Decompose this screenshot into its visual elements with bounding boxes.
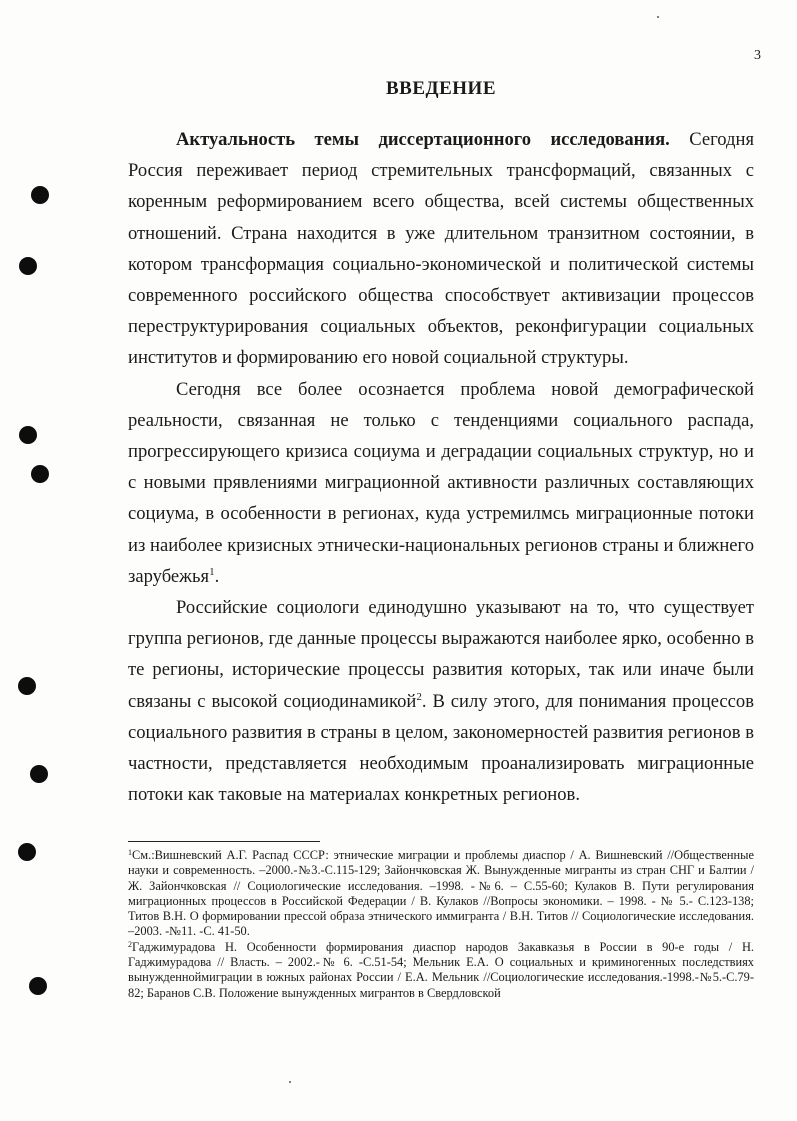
paragraph-text: Сегодня все более осознается проблема новой демографической реальности, связанная не только с тенденциями социального распада, прогрессирующего кризиса социума и деградации социальных структур, но и с новыми прявлениями миграционной активности различных составляющих социума, в особенности в регионах, куда устремилмсь миграционные потоки из наиболее кризисных этнически-национальных регионов страны и ближнего зарубежья	[128, 378, 754, 587]
punctuation: .	[214, 565, 220, 587]
footnote-text: См.:Вишневский А.Г. Распад СССР: этнические миграции и проблемы диаспор / А. Вишневский //Общественные науки и современность. –2000.-№3.-С.115-129; Зайончковская Ж. Вынужденные мигранты из стран СНГ и Балтии / Ж. Зайончковская // Социологические исследования. –1998. -№6. – С.55-60; Кулаков В. Пути регулирования миграционных процессов в Российской Федерации / В. Кулаков //Вопросы экономики. – 1998. - № 5.- С.123-138; Титов В.Н. О формировании прессой образа этнического иммигранта / В.Н. Титов // Социологические исследования. –2003. -№11. -С. 41-50.	[128, 848, 754, 939]
binder-hole-3	[19, 426, 37, 444]
paragraph-text: Российские социологи единодушно указывают на то, что существует группа регионов, где данные процессы выражаются наиболее ярко, особенно в те регионы, исторические процессы развития которых, так или иначе были связаны с высокой социодинамикой	[128, 597, 754, 712]
binder-hole-4	[31, 465, 49, 483]
footnote	[128, 848, 754, 940]
binder-hole-6	[30, 765, 48, 783]
paragraph-relevance	[128, 124, 754, 374]
paragraph-text: . В силу этого, для понимания процессов социального развития в страны в целом, закономерностей развития регионов в частности, представляется необходимым проанализировать миграционные потоки как таковые на материалах конкретных регионов.	[128, 690, 754, 806]
binder-hole-8	[29, 977, 47, 995]
body-text	[128, 124, 754, 810]
binder-hole-5	[18, 677, 36, 695]
footnote-separator	[128, 841, 320, 842]
page-number: 3	[754, 48, 761, 63]
scan-speck	[657, 16, 659, 18]
paragraph-regions	[128, 592, 754, 810]
scan-speck	[289, 1081, 291, 1083]
paragraph-demographic	[128, 374, 754, 592]
footnote-mark: 1	[128, 848, 132, 857]
paragraph-lead-bold: Актуальность темы диссертационного исследования.	[176, 129, 670, 150]
footnote-reference[interactable]: 2	[416, 690, 422, 703]
footnote-text: Гаджимурадова Н. Особенности формирования диаспор народов Закавказья в России в 90-е годы / Н. Гаджимурадова // Власть. – 2002.-№ 6. -С.51-54; Мельник Е.А. О социальных и криминогенных последствиях вынужденноймиграции в южных районах России / Е.А. Мельник //Социологические исследования.-1998.-№5.-С.79-82; Баранов С.В. Положение вынужденных мигрантов в Свердловской	[128, 939, 754, 1000]
binder-hole-1	[31, 186, 49, 204]
section-heading: ВВЕДЕНИЕ	[386, 78, 496, 99]
binder-hole-2	[19, 257, 37, 275]
paragraph-text: Сегодня Россия переживает период стремительных трансформаций, связанных с коренным реформированием всего общества, всей системы общественных отношений. Страна находится в уже длительном транзитном состоянии, в котором трансформация социально-экономической и политической системы современного российского общества способствует активизации процессов переструктурирования социальных объектов, реконфигурации социальных институтов и формированию его новой социальной структуры.	[128, 129, 754, 369]
footnote-mark: 2	[128, 939, 132, 949]
binder-hole-7	[18, 843, 36, 861]
footnotes	[128, 848, 754, 1001]
footnote-reference[interactable]: 1	[209, 565, 215, 578]
footnote	[128, 940, 754, 1001]
